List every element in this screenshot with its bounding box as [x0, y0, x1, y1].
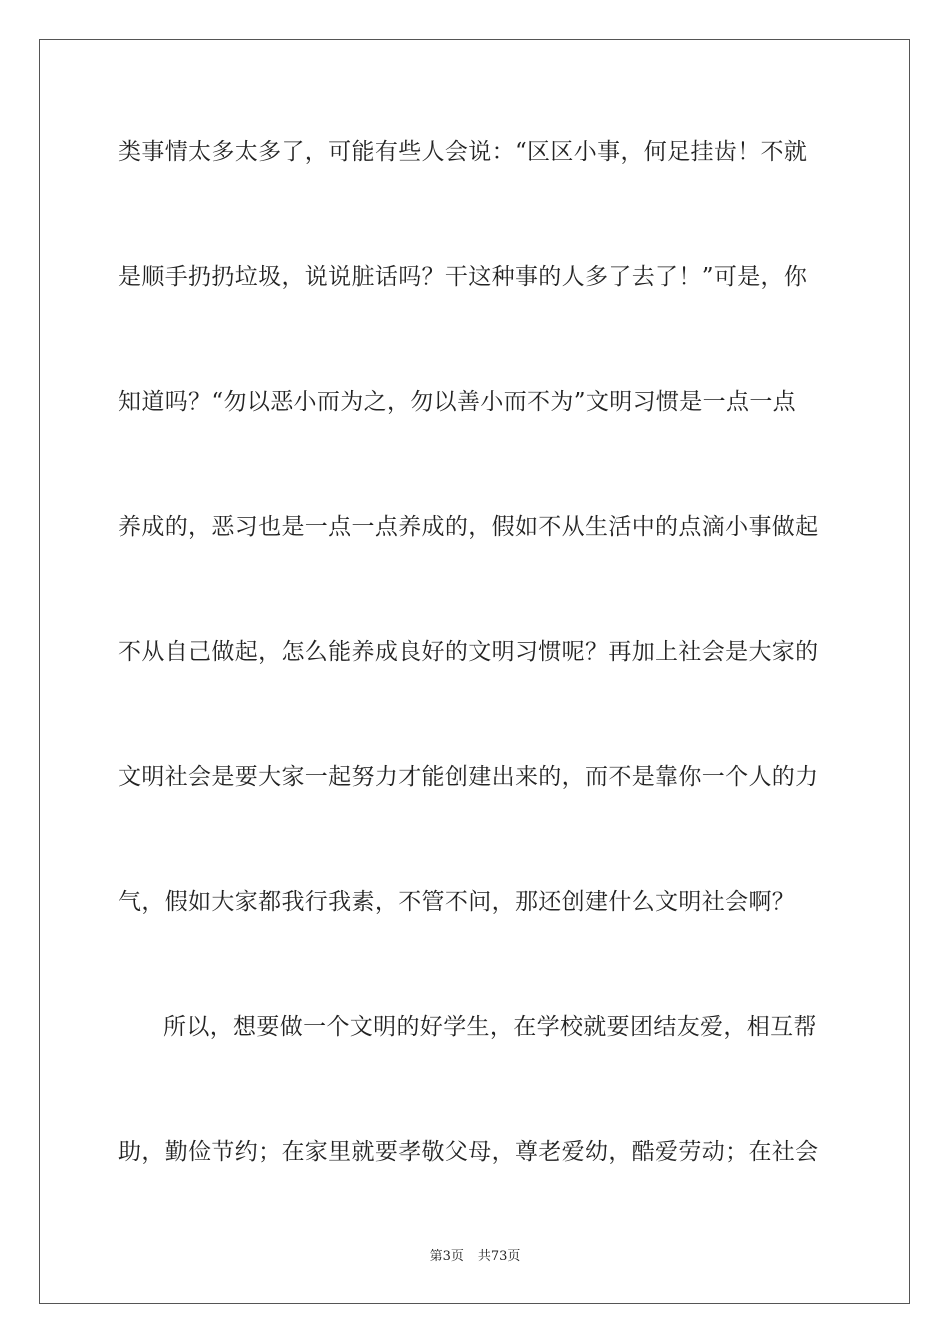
body-text-line: 是顺手扔扔垃圾，说说脏话吗？干这种事的人多了去了！”可是，你 — [118, 264, 808, 290]
body-text-line: 类事情太多太多了，可能有些人会说：“区区小事，何足挂齿！不就 — [118, 139, 808, 165]
body-text-line: 养成的，恶习也是一点一点养成的，假如不从生活中的点滴小事做起 — [118, 514, 819, 540]
paragraph-start-line: 所以，想要做一个文明的好学生，在学校就要团结友爱，相互帮 — [163, 1014, 817, 1040]
body-text-line: 气，假如大家都我行我素，不管不问，那还创建什么文明社会啊？ — [118, 889, 796, 915]
page-footer — [0, 1249, 950, 1265]
page-border — [39, 39, 910, 1304]
page-number: 第3页 — [429, 1249, 464, 1264]
body-text-line: 知道吗？“勿以恶小而为之，勿以善小而不为”文明习惯是一点一点 — [118, 389, 797, 415]
body-text-line: 不从自己做起，怎么能养成良好的文明习惯呢？再加上社会是大家的 — [118, 639, 819, 665]
total-pages: 共73页 — [477, 1249, 521, 1264]
body-text-line: 助，勤俭节约；在家里就要孝敬父母，尊老爱幼，酷爱劳动；在社会 — [118, 1139, 819, 1165]
body-text-line: 文明社会是要大家一起努力才能创建出来的，而不是靠你一个人的力 — [118, 764, 819, 790]
